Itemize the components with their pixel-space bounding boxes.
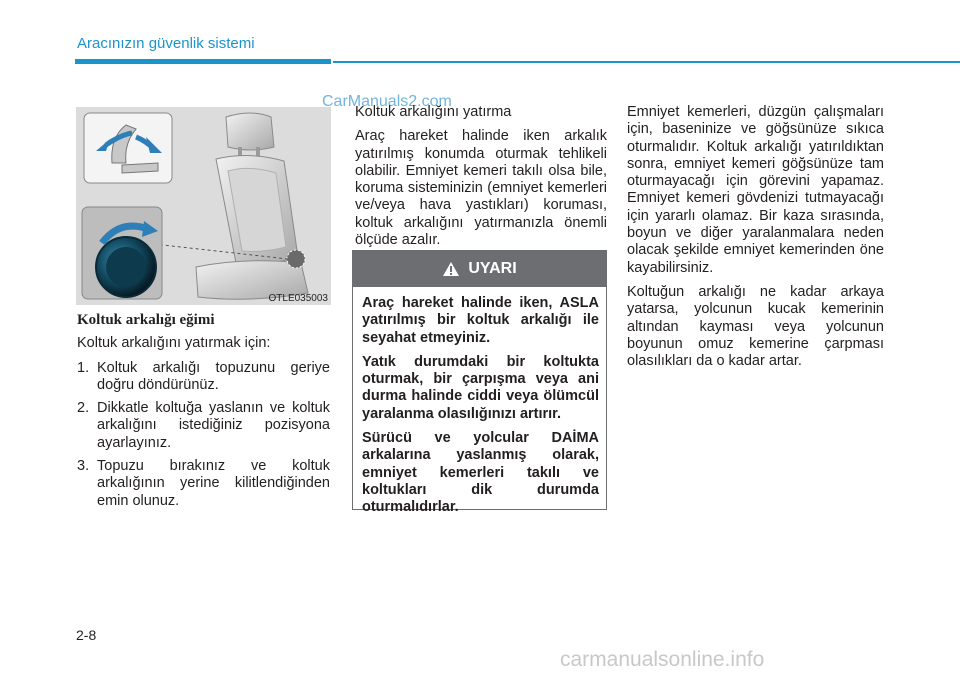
seat-illustration <box>76 107 331 305</box>
step-number: 1. <box>77 359 90 376</box>
intro-text: Koltuk arkalığını yatırmak için: <box>77 335 271 352</box>
warning-paragraph: Sürücü ve yolcular DAİMA arkalarına yaslanmış olarak, emniyet kemerleri takılı ve koltukları dik durumda oturmalıdırlar. <box>362 430 599 516</box>
header-rule-thin <box>333 61 960 63</box>
subheading: Koltuk arkalığı eğimi <box>77 312 215 328</box>
warning-box <box>352 250 607 516</box>
list-item <box>77 400 330 452</box>
right-column <box>627 104 884 377</box>
middle-heading: Koltuk arkalığını yatırma <box>355 104 512 120</box>
left-column <box>77 312 330 516</box>
warning-title: UYARI <box>468 260 517 277</box>
warning-header <box>353 251 606 287</box>
watermark-bottom: carmanualsonline.info <box>560 648 765 671</box>
step-text: Topuzu bırakınız ve koltuk arkalığının yerine kilitlendiğinden emin olunuz. <box>97 458 330 509</box>
warning-paragraph: Araç hareket halinde iken, ASLA yatırılmış bir koltuk arkalığı ile seyahat etmeyiniz. <box>362 295 599 346</box>
warning-body <box>353 287 606 517</box>
list-item <box>77 458 330 510</box>
middle-paragraph: Araç hareket halinde iken arkalık yatırılmış konumda oturmak tehlikeli olabilir. Emniyet kemeri takılı olsa bile, koruma sisteminizin (emniyet kemerleri ve/veya hava yastıkları) koruması, koltuk arkalığını yatırmanızla önemli ölçüde azalır. <box>355 128 607 249</box>
warning-triangle-icon <box>442 261 460 277</box>
step-number: 2. <box>77 400 90 417</box>
step-text: Koltuk arkalığı topuzunu geriye doğru döndürünüz. <box>97 359 330 393</box>
list-item <box>77 360 330 395</box>
steps-list <box>77 360 330 510</box>
right-paragraph: Emniyet kemerleri, düzgün çalışmaları için, baseninize ve göğsünüze sıkıca oturmalıdır. Koltuk arkalığı yatırıldıktan sonra, emniyet kemeri göğsünüze tam oturmayacağı için görevini yapamaz. Emniyet kemeri gövdenizi tutmayacağı için yararlı olamaz. Bir kaza sırasında, boyun ve diğer yaralanmalara neden olacak şekilde emniyet kemerinden öne kayabilirsiniz. <box>627 104 884 276</box>
warning-paragraph: Yatık durumdaki bir koltukta oturmak, bir çarpışma veya ani durma halinde ciddi veya ölümcül yaralanma olasılığınızı artırır. <box>362 353 599 422</box>
step-text: Dikkatle koltuğa yaslanın ve koltuk arkalığını istediğiniz pozisyona ayarlayınız. <box>97 400 330 451</box>
section-title: Aracınızın güvenlik sistemi <box>77 35 255 52</box>
step-number: 3. <box>77 458 90 475</box>
header-rule-thick <box>75 59 331 64</box>
middle-column <box>355 104 607 256</box>
figure-code: OTLE035003 <box>268 293 328 304</box>
page-number: 2-8 <box>76 627 97 643</box>
right-paragraph: Koltuğun arkalığı ne kadar arkaya yatarsa, yolcunun kucak kemerinin altından kayması veya yolcunun boyunun omuz kemerine çarpması olasılıkları da o kadar artar. <box>627 283 884 370</box>
seat-drawing <box>76 107 331 305</box>
watermark-top: CarManuals2.com <box>322 93 452 110</box>
